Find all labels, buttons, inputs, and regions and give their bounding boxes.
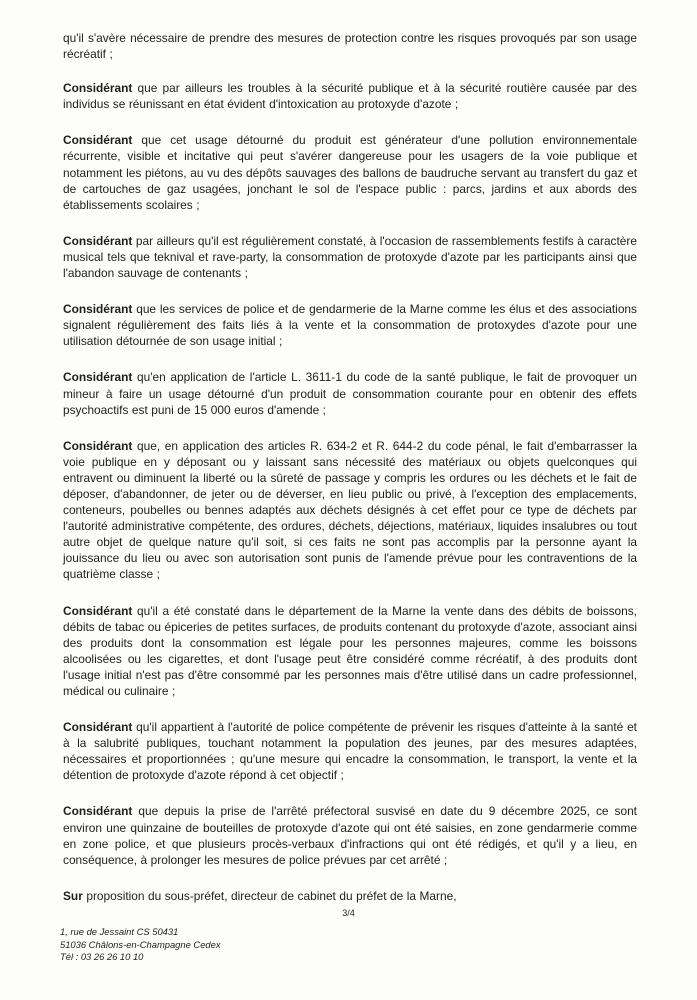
paragraph-keyword: Considérant bbox=[63, 720, 133, 735]
paragraph-keyword: Considérant bbox=[63, 804, 133, 819]
paragraph-4 bbox=[63, 233, 637, 281]
paragraph-7 bbox=[63, 438, 637, 583]
paragraph-1 bbox=[63, 30, 637, 62]
footer-address bbox=[60, 926, 221, 964]
footer-address-line2: 51036 Châlons-en-Champagne Cedex bbox=[60, 938, 221, 950]
page-number: 3/4 bbox=[342, 908, 355, 918]
paragraph-6 bbox=[63, 369, 637, 417]
paragraph-text: qu'il s'avère nécessaire de prendre des mesures de protection contre les risques provoqués par son usage récréatif ; bbox=[63, 31, 637, 62]
paragraph-keyword: Sur bbox=[63, 888, 83, 903]
paragraph-text: par ailleurs qu'il est régulièrement constaté, à l'occasion de rassemblements festifs à caractère musical tels que teknival et rave-party, la consommation de protoxyde d'azote par les participants ainsi que l'abandon sauvage de contenants ; bbox=[63, 233, 637, 281]
paragraph-text: qu'il a été constaté dans le département de la Marne la vente dans des débits de boissons, débits de tabac ou épiceries de petites surfaces, de produits contenant du protoxyde d'azote, associant ainsi des produits dont la consommation est légale pour les personnes majeures, comme les boissons alcoolisées ou les cigarettes, et dont l'usage peut être considéré comme récréatif, à des produits dont l'usage initial n'est pas d'être consommé par les personnes mais d'être utilisé dans un cadre professionnel, médical ou culinaire ; bbox=[63, 603, 637, 698]
paragraph-text: qu'il appartient à l'autorité de police compétente de prévenir les risques d'atteinte à la santé et à la salubrité publiques, touchant notamment la population des jeunes, par des mesures adaptées, nécessaires et proportionnées ; qu'une mesure qui encadre la consommation, le transport, la vente et la détention de protoxyde d'azote répond à cet objectif ; bbox=[63, 720, 637, 783]
paragraph-text: que, en application des articles R. 634-2 et R. 644-2 du code pénal, le fait d'embarrasser la voie publique en y déposant ou y laissant sans nécessité des matériaux ou objets quelconques qui entravent ou diminuent la liberté ou la sûreté de passage y compris les ordures ou les déchets et le fait de déposer, d'abandonner, de jeter ou de déverser, en lieu public ou privé, à l'exception des emplacements, conteneurs, poubelles ou bennes adaptés aux déchets désignés à cet effet pour ce type de déchets par l'autorité administrative compétente, des ordures, déchets, déjections, matériaux, liquides insalubres ou tout autre objet de quelque nature qu'il soit, si ces faits ne sont pas accomplis par la personne ayant la jouissance du lieu ou avec son autorisation sont punis de l'amende prévue pour les contraventions de la quatrième classe ; bbox=[63, 438, 637, 582]
paragraph-3 bbox=[63, 132, 637, 212]
paragraph-keyword: Considérant bbox=[63, 370, 133, 385]
paragraph-2 bbox=[63, 80, 637, 112]
footer-address-line1: 1, rue de Jessaint CS 50431 bbox=[60, 926, 179, 937]
paragraph-keyword: Considérant bbox=[63, 81, 133, 96]
paragraph-keyword: Considérant bbox=[63, 302, 133, 317]
paragraph-keyword: Considérant bbox=[63, 133, 133, 148]
paragraph-text: proposition du sous-préfet, directeur de cabinet du préfet de la Marne, bbox=[82, 888, 457, 903]
paragraph-text: qu'en application de l'article L. 3611-1 du code de la santé publique, le fait de provoquer un mineur à faire un usage détourné d'un produit de consommation courante pour en obtenir des effets psychoactifs est puni de 15 000 euros d'amende ; bbox=[63, 370, 637, 417]
paragraph-10 bbox=[63, 803, 637, 867]
document-body bbox=[63, 30, 637, 924]
paragraph-5 bbox=[63, 301, 637, 349]
paragraph-text: que les services de police et de gendarmerie de la Marne comme les élus et des associations signalent régulièrement des faits liés à la vente et la consommation de protoxydes d'azote pour une utilisation détournée de son usage initial ; bbox=[63, 302, 637, 349]
paragraph-text: que cet usage détourné du produit est générateur d'une pollution environnementale récurrente, visible et incitative qui peut s'avérer dangereuse pour les usagers de la voie publique et notamment les piétons, au vu des dépôts sauvages des ballons de baudruche servant au transfert du gaz et de cartouches de gaz usagées, jonchant le sol de l'espace public : parcs, jardins et aux abords des établissements scolaires ; bbox=[63, 133, 637, 212]
paragraph-keyword: Considérant bbox=[63, 233, 133, 248]
footer-phone: Tél : 03 26 26 10 10 bbox=[60, 951, 144, 963]
paragraph-text: que depuis la prise de l'arrêté préfectoral susvisé en date du 9 décembre 2025, ce sont environ une quinzaine de bouteilles de protoxyde d'azote qui ont été saisies, en zone gendarmerie comme en zone police, et que plusieurs procès-verbaux d'infractions qui ont été rédigés, et qu'il y a lieu, en conséquence, à prolonger les mesures de police prévues par cet arrêté ; bbox=[63, 804, 637, 867]
paragraph-keyword: Considérant bbox=[63, 438, 133, 453]
paragraph-9 bbox=[63, 719, 637, 783]
paragraph-11 bbox=[63, 888, 637, 904]
paragraph-text: que par ailleurs les troubles à la sécurité publique et à la sécurité routière causée par des individus se réunissant en état évident d'intoxication au protoxyde d'azote ; bbox=[63, 81, 637, 112]
paragraph-8 bbox=[63, 603, 637, 700]
paragraph-keyword: Considérant bbox=[63, 603, 133, 618]
